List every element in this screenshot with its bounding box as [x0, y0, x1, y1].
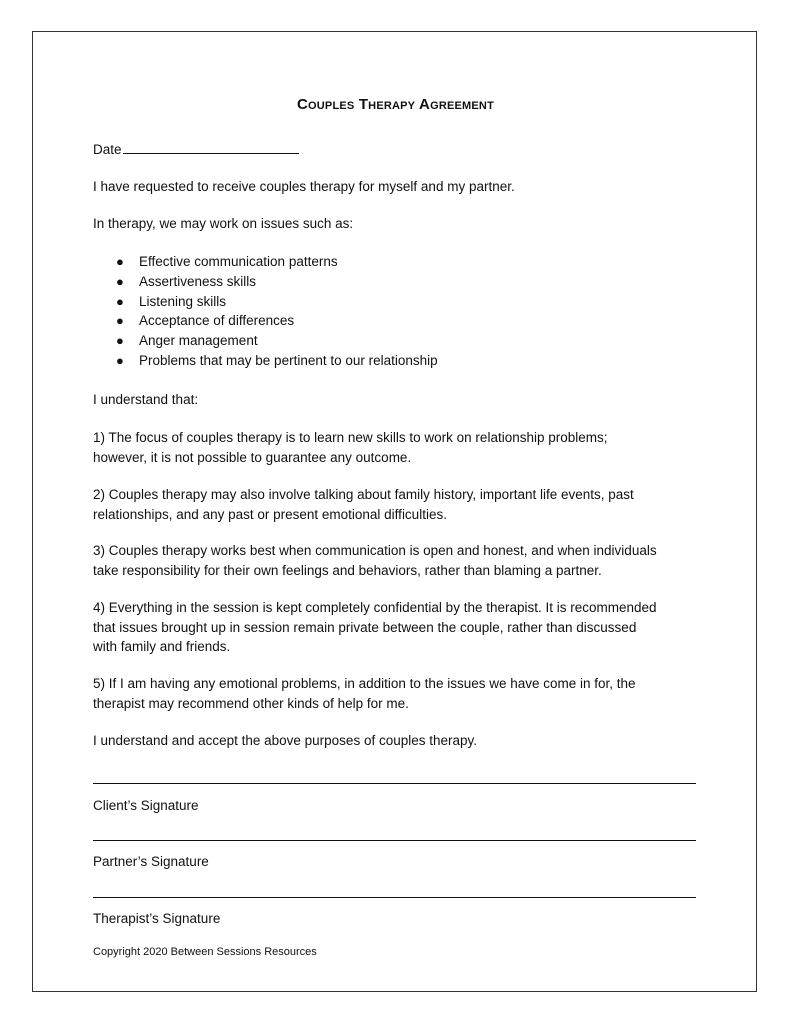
list-item: ● Problems that may be pertinent to our relationship	[93, 351, 438, 371]
therapist-signature-label: Therapist’s Signature	[93, 911, 221, 926]
bullet-icon: ●	[116, 254, 124, 269]
partner-signature-line[interactable]	[93, 840, 696, 841]
client-signature-label: Client’s Signature	[93, 798, 199, 813]
list-item: ● Anger management	[93, 331, 438, 351]
client-signature-line[interactable]	[93, 783, 696, 784]
acceptance-statement: I understand and accept the above purposes of couples therapy.	[93, 733, 478, 748]
point-2: 2) Couples therapy may also involve talking about family history, important life events, past relationships, and any past or present emotional difficulties.	[93, 487, 634, 522]
partner-signature-label: Partner’s Signature	[93, 854, 209, 869]
point-5: 5) If I am having any emotional problems, in addition to the issues we have come in for, the therapist may recommend other kinds of help for me.	[93, 676, 636, 711]
intro-paragraph: I have requested to receive couples therapy for myself and my partner.	[93, 179, 515, 194]
copyright-notice: Copyright 2020 Between Sessions Resources	[93, 946, 317, 958]
understand-intro: I understand that:	[93, 392, 199, 407]
document-title: Couples Therapy Agreement	[296, 96, 494, 113]
date-label: Date	[93, 142, 122, 157]
list-item: ● Assertiveness skills	[93, 272, 438, 292]
list-item: ● Acceptance of differences	[93, 311, 438, 331]
list-item: ● Effective communication patterns	[93, 252, 438, 272]
point-3: 3) Couples therapy works best when communication is open and honest, and when individuals take responsibility for their own feelings and behaviors, rather than blaming a partner.	[93, 543, 657, 578]
bullet-icon: ●	[116, 352, 124, 368]
issues-intro: In therapy, we may work on issues such as:	[93, 216, 354, 231]
bullet-icon: ●	[116, 293, 124, 309]
list-item: ● Listening skills	[93, 292, 438, 312]
date-field[interactable]	[93, 139, 713, 160]
bullet-icon: ●	[116, 333, 124, 349]
date-blank-line[interactable]	[123, 139, 299, 154]
issues-list	[93, 252, 438, 371]
point-4: 4) Everything in the session is kept completely confidential by the therapist. It is recommended that issues brought up in session remain private between the couple, rather than discussed with family and friends.	[93, 600, 657, 654]
therapist-signature-line[interactable]	[93, 897, 696, 898]
bullet-icon: ●	[116, 313, 124, 329]
bullet-icon: ●	[116, 273, 124, 289]
point-1: 1) The focus of couples therapy is to learn new skills to work on relationship problems; however, it is not possible to guarantee any outcome.	[93, 430, 608, 465]
